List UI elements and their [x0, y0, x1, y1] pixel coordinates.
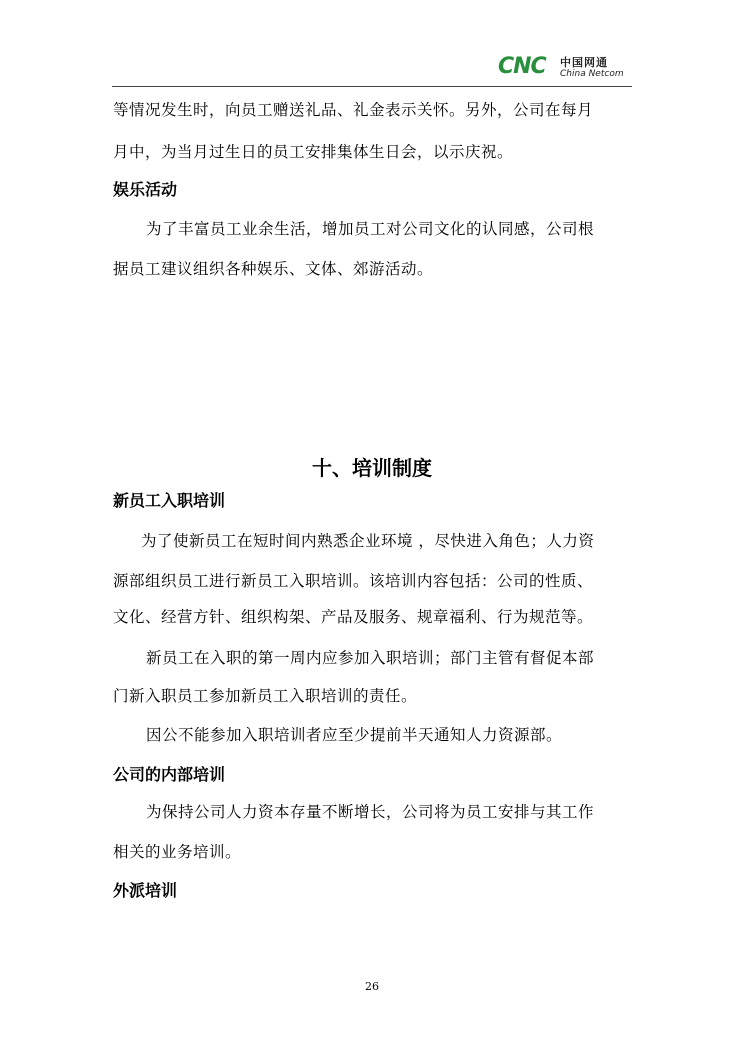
paragraph-line: 新员工在入职的第一周内应参加入职培训；部门主管有督促本部	[146, 649, 595, 667]
paragraph-line: 等情况发生时，向员工赠送礼品、礼金表示关怀。另外，公司在每月	[113, 101, 594, 119]
logo-mark: CNC	[498, 54, 546, 79]
paragraph-line: 相关的业务培训。	[113, 843, 242, 861]
section-heading-new-staff: 新员工入职培训	[113, 491, 226, 510]
paragraph-line: 据员工建议组织各种娱乐、文体、郊游活动。	[113, 260, 434, 278]
paragraph-line: 为了使新员工在短时间内熟悉企业环境 ，尽快进入角色；人力资	[141, 532, 595, 550]
logo-chinese-name: 中国网通	[560, 56, 608, 69]
page-number: 26	[365, 980, 379, 993]
paragraph-line: 源部组织员工进行新员工入职培训。该培训内容包括：公司的性质、	[113, 572, 594, 590]
cnc-logo	[498, 52, 632, 86]
paragraph-line: 因公不能参加入职培训者应至少提前半天通知人力资源部。	[146, 726, 563, 744]
paragraph-line: 为保持公司人力资本存量不断增长，公司将为员工安排与其工作	[146, 803, 595, 821]
paragraph-line: 文化、经营方针、组织构架、产品及服务、规章福利、行为规范等。	[113, 608, 594, 626]
chapter-title: 十、培训制度	[312, 456, 432, 480]
paragraph-line: 月中，为当月过生日的员工安排集体生日会，以示庆祝。	[113, 143, 514, 161]
section-heading-internal: 公司的内部培训	[113, 765, 226, 784]
logo-english-name: China Netcom	[560, 69, 624, 79]
section-heading-entertainment: 娱乐活动	[113, 180, 178, 199]
paragraph-line: 为了丰富员工业余生活，增加员工对公司文化的认同感，公司根	[146, 220, 595, 238]
paragraph-line: 门新入职员工参加新员工入职培训的责任。	[113, 687, 418, 705]
header-rule	[112, 86, 632, 87]
section-heading-external: 外派培训	[113, 881, 178, 900]
